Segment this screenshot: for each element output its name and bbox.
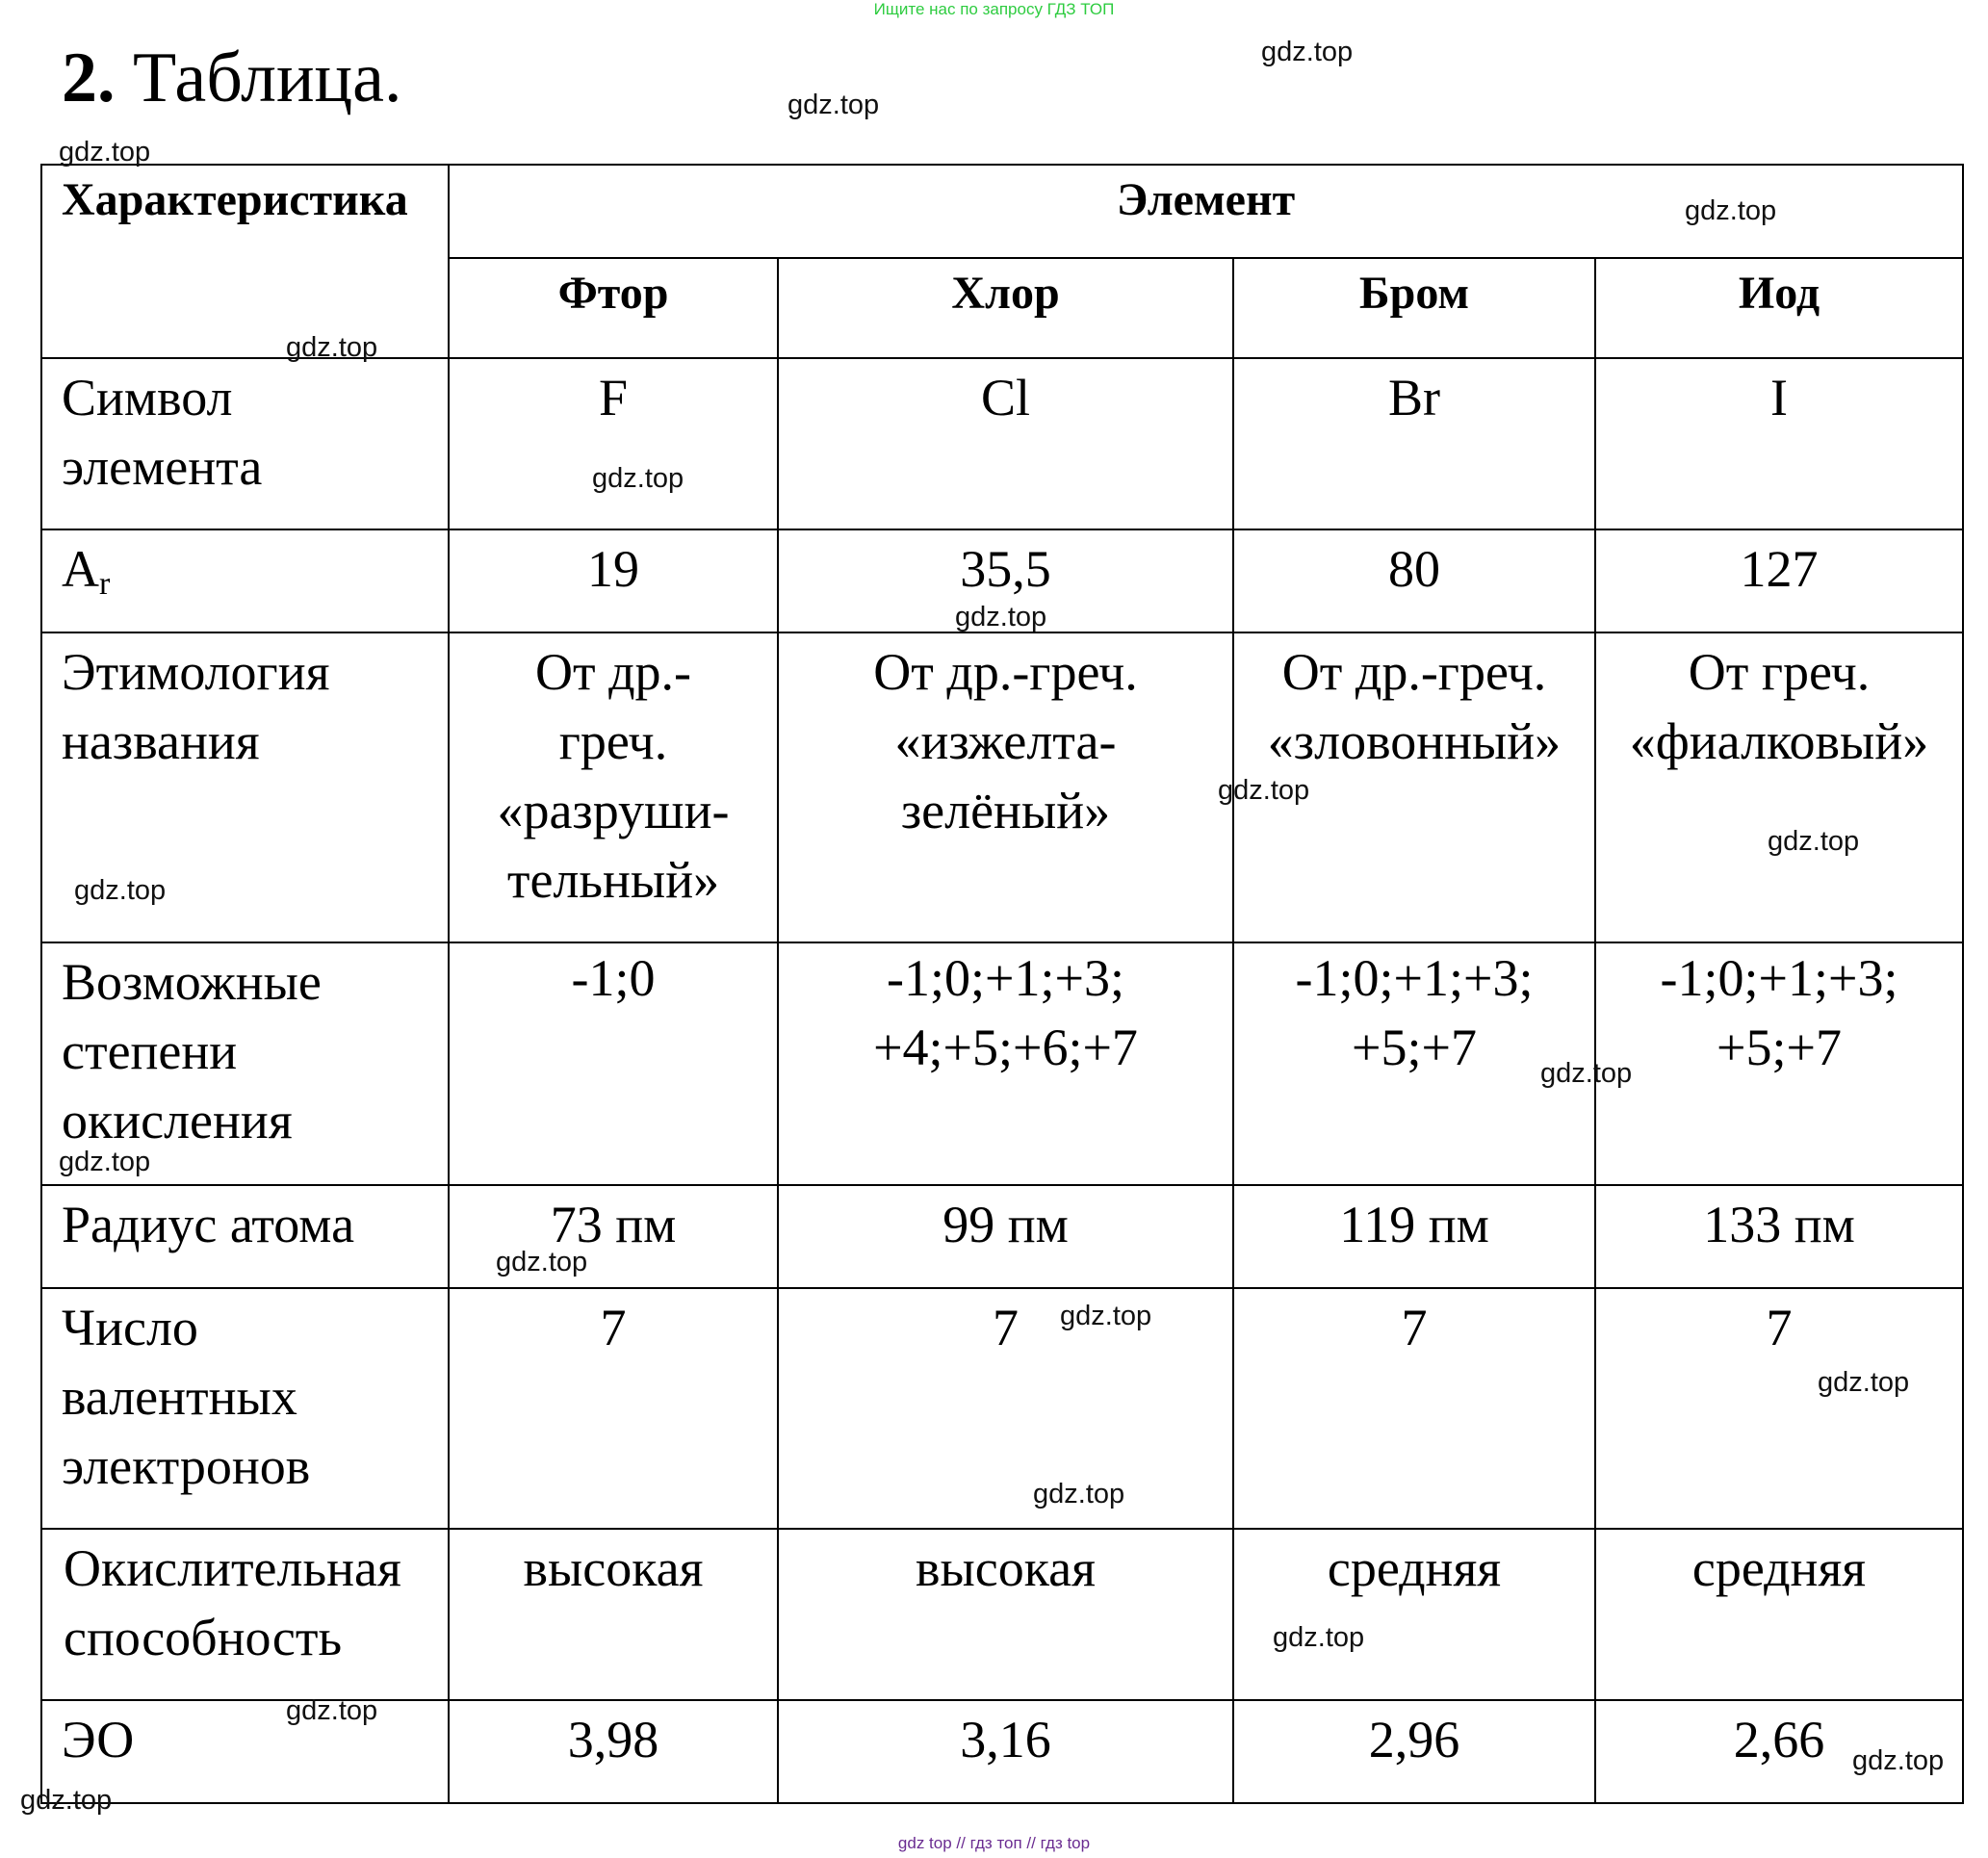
cell-valence-fluorine: 7 bbox=[449, 1288, 778, 1529]
watermark: gdz.top bbox=[74, 875, 167, 906]
halogen-table-container bbox=[40, 164, 1962, 1802]
cell-oxidation-chlorine bbox=[778, 942, 1233, 1185]
title-number: 2. bbox=[62, 39, 116, 117]
watermark: gdz.top bbox=[59, 1147, 151, 1177]
row-label-line: степени bbox=[62, 1022, 238, 1080]
cell-eo-chlorine: 3,16 bbox=[778, 1700, 1233, 1803]
cell-oxidizing-iodine: средняя bbox=[1595, 1529, 1963, 1700]
column-header-chlorine: Хлор bbox=[778, 258, 1233, 358]
cell-radius-fluorine: 73 пм bbox=[449, 1185, 778, 1288]
cell-oxidizing-bromine: средняя bbox=[1233, 1529, 1595, 1700]
text-line: -1;0;+1;+3; bbox=[887, 949, 1124, 1007]
row-label-line: валентных bbox=[62, 1368, 297, 1426]
text-line: От др.-греч. bbox=[873, 643, 1138, 701]
cell-eo-bromine: 2,96 bbox=[1233, 1700, 1595, 1803]
text-line: -1;0 bbox=[571, 949, 656, 1007]
cell-symbol-fluorine: F bbox=[449, 358, 778, 529]
column-header-iodine: Иод bbox=[1595, 258, 1963, 358]
watermark: gdz.top bbox=[20, 1785, 113, 1816]
row-label-line: Число bbox=[62, 1299, 198, 1356]
row-label-line: названия bbox=[62, 712, 260, 770]
watermark: gdz.top bbox=[1060, 1301, 1152, 1331]
table-row-valence-electrons bbox=[41, 1288, 1963, 1529]
row-label-symbol bbox=[41, 358, 449, 529]
watermark: gdz.top bbox=[496, 1247, 588, 1277]
cell-eo-iodine: 2,66 bbox=[1595, 1700, 1963, 1803]
watermark: gdz.top bbox=[1273, 1622, 1365, 1653]
ar-symbol: A bbox=[62, 540, 99, 598]
text-line: -1;0;+1;+3; bbox=[1660, 949, 1898, 1007]
text-line: +4;+5;+6;+7 bbox=[873, 1019, 1138, 1076]
cell-oxidizing-chlorine: высокая bbox=[778, 1529, 1233, 1700]
table-row-symbol bbox=[41, 358, 1963, 529]
cell-etymology-chlorine bbox=[778, 632, 1233, 942]
text-line: «разруши- bbox=[497, 782, 730, 839]
text-line: +5;+7 bbox=[1717, 1019, 1842, 1076]
text-line: От др.-греч. bbox=[1281, 643, 1547, 701]
watermark: gdz.top bbox=[592, 463, 684, 494]
row-label-line: Символ bbox=[62, 369, 233, 426]
cell-ar-fluorine: 19 bbox=[449, 529, 778, 632]
cell-radius-chlorine: 99 пм bbox=[778, 1185, 1233, 1288]
row-label-line: Возможные bbox=[62, 953, 322, 1011]
watermark: gdz.top bbox=[1261, 37, 1354, 67]
cell-etymology-iodine bbox=[1595, 632, 1963, 942]
bottom-links[interactable]: gdz top // гдз топ // гдз top bbox=[897, 1834, 1091, 1852]
text-line: От греч. bbox=[1688, 643, 1871, 701]
watermark: gdz.top bbox=[1033, 1479, 1125, 1510]
watermark: gdz.top bbox=[1852, 1745, 1945, 1776]
table-header-row-1 bbox=[41, 165, 1963, 258]
cell-radius-bromine: 119 пм bbox=[1233, 1185, 1595, 1288]
row-label-electronegativity: ЭО bbox=[41, 1700, 449, 1803]
column-header-fluorine: Фтор bbox=[449, 258, 778, 358]
row-label-valence-electrons bbox=[41, 1288, 449, 1529]
text-line: «фиалковый» bbox=[1629, 712, 1929, 770]
cell-oxidation-iodine bbox=[1595, 942, 1963, 1185]
row-label-line: способность bbox=[64, 1609, 343, 1666]
cell-eo-fluorine: 3,98 bbox=[449, 1700, 778, 1803]
top-banner[interactable]: Ищите нас по запросу ГДЗ ТОП bbox=[873, 0, 1115, 18]
row-label-line: Этимология bbox=[62, 643, 330, 701]
halogen-table bbox=[40, 164, 1964, 1804]
text-line: +5;+7 bbox=[1352, 1019, 1477, 1076]
cell-valence-bromine: 7 bbox=[1233, 1288, 1595, 1529]
text-line: тельный» bbox=[506, 851, 720, 909]
table-row-oxidizing-ability bbox=[41, 1529, 1963, 1700]
cell-valence-chlorine: 7 bbox=[778, 1288, 1233, 1529]
cell-ar-chlorine: 35,5 bbox=[778, 529, 1233, 632]
watermark: gdz.top bbox=[1685, 195, 1777, 226]
cell-oxidizing-fluorine: высокая bbox=[449, 1529, 778, 1700]
watermark: gdz.top bbox=[286, 1695, 378, 1726]
title-text: Таблица. bbox=[133, 39, 402, 117]
text-line: «изжелта- bbox=[894, 712, 1117, 770]
watermark: gdz.top bbox=[1540, 1058, 1633, 1089]
ar-subscript: r bbox=[99, 566, 111, 602]
cell-valence-iodine: 7 bbox=[1595, 1288, 1963, 1529]
text-line: От др.- bbox=[534, 643, 692, 701]
text-line: «зловонный» bbox=[1267, 712, 1562, 770]
page-title bbox=[62, 39, 402, 117]
watermark: gdz.top bbox=[787, 90, 880, 120]
row-label-line: электронов bbox=[62, 1437, 311, 1495]
text-line: греч. bbox=[558, 712, 668, 770]
watermark: gdz.top bbox=[59, 137, 151, 168]
cell-radius-iodine: 133 пм bbox=[1595, 1185, 1963, 1288]
row-label-line: элемента bbox=[62, 438, 263, 496]
table-row-etymology bbox=[41, 632, 1963, 942]
cell-symbol-bromine: Br bbox=[1233, 358, 1595, 529]
table-row-radius bbox=[41, 1185, 1963, 1288]
watermark: gdz.top bbox=[286, 332, 378, 363]
cell-symbol-iodine: I bbox=[1595, 358, 1963, 529]
cell-ar-iodine: 127 bbox=[1595, 529, 1963, 632]
watermark: gdz.top bbox=[1768, 826, 1860, 857]
table-row-oxidation-states bbox=[41, 942, 1963, 1185]
row-label-radius: Радиус атома bbox=[41, 1185, 449, 1288]
text-line: -1;0;+1;+3; bbox=[1295, 949, 1534, 1007]
cell-symbol-chlorine: Cl bbox=[778, 358, 1233, 529]
element-header: Элемент bbox=[449, 165, 1963, 258]
row-label-oxidizing-ability bbox=[41, 1529, 449, 1700]
watermark: gdz.top bbox=[955, 602, 1047, 632]
row-label-line: Окислительная bbox=[64, 1539, 401, 1597]
text-line: зелёный» bbox=[900, 782, 1111, 839]
row-label-ar bbox=[41, 529, 449, 632]
column-header-bromine: Бром bbox=[1233, 258, 1595, 358]
row-label-line: окисления bbox=[62, 1092, 293, 1149]
watermark: gdz.top bbox=[1818, 1367, 1910, 1398]
watermark: gdz.top bbox=[1218, 775, 1310, 806]
cell-ar-bromine: 80 bbox=[1233, 529, 1595, 632]
cell-oxidation-fluorine bbox=[449, 942, 778, 1185]
cell-etymology-fluorine bbox=[449, 632, 778, 942]
characteristic-header: Характеристика bbox=[41, 165, 449, 358]
